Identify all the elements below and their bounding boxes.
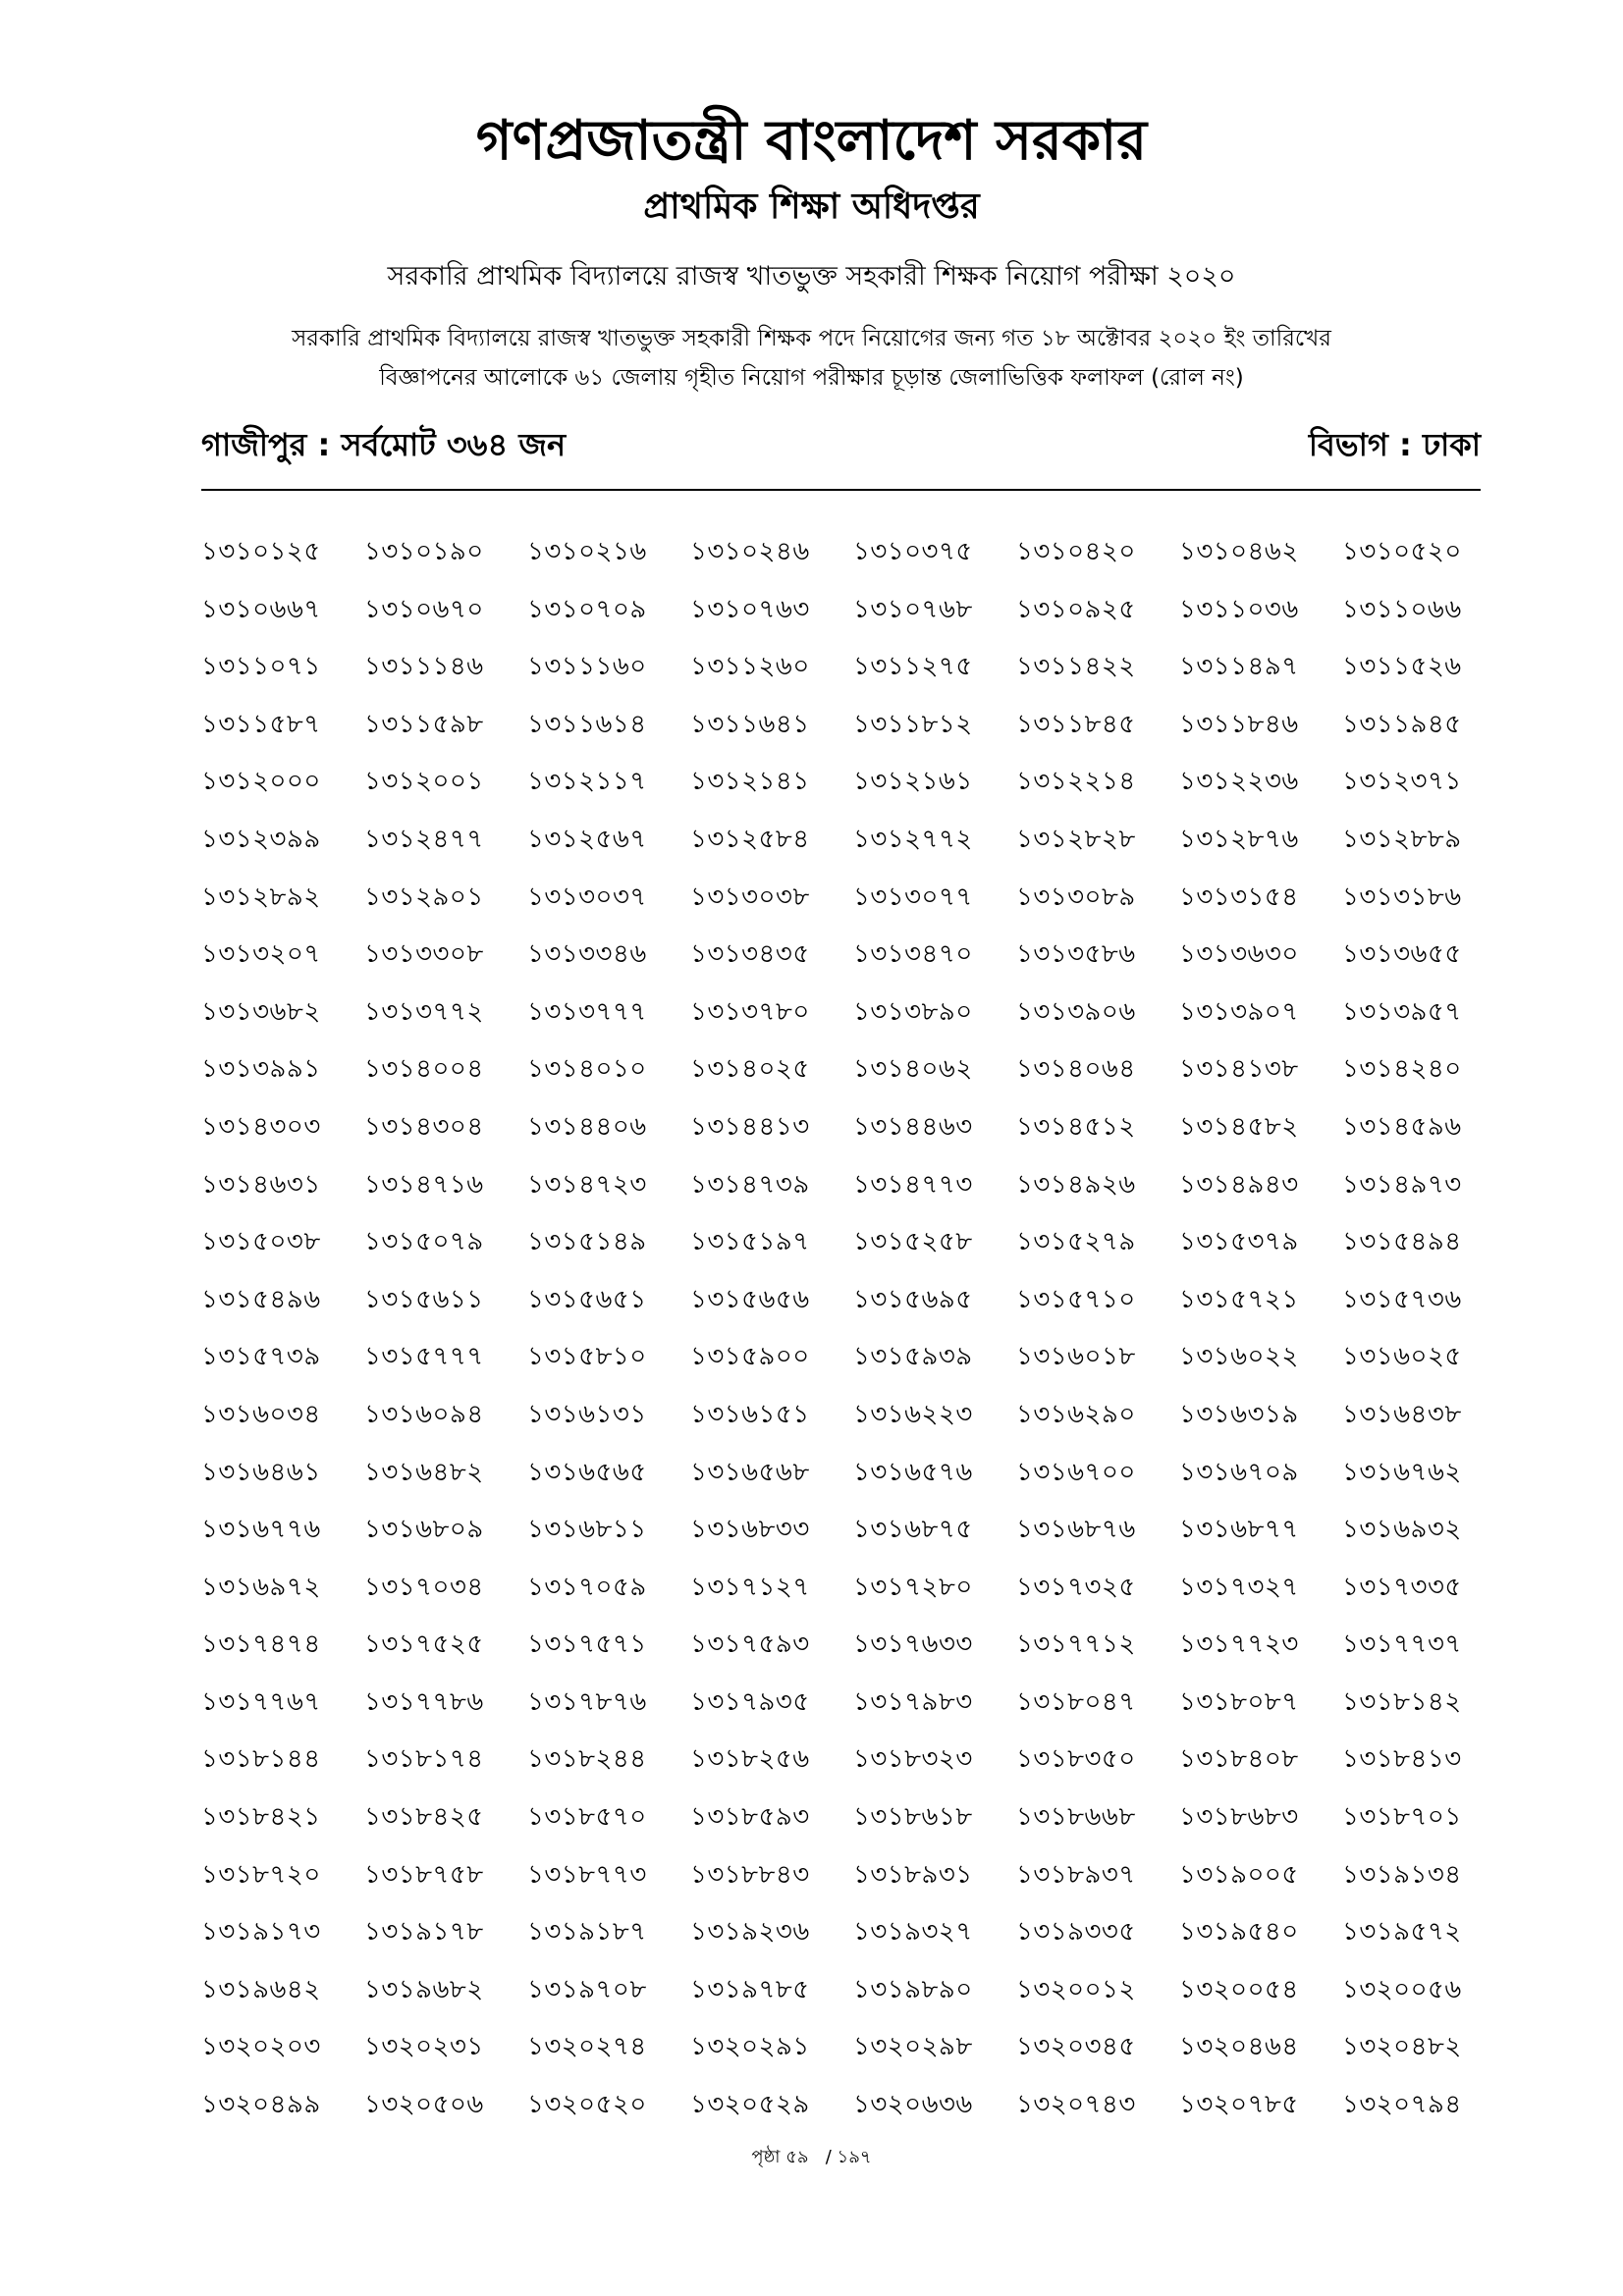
roll-number-grid: [201, 528, 1488, 2139]
notice-line-1: সরকারি প্রাথমিক বিদ্যালয়ে রাজস্ব খাতভুক্ত সহকারী শিক্ষক পদে নিয়োগের জন্য গত ১৮ অক্টোবর ২০২০ ইং তারিখের: [292, 326, 1331, 351]
roll-number: ১৩১২৯০১: [364, 881, 484, 912]
roll-number: ১৩১৩৩০৮: [364, 939, 484, 970]
roll-number: ১৩১০৯২৫: [1016, 594, 1136, 624]
roll-number: ১৩১৬২২৩: [853, 1399, 973, 1429]
roll-number: ১৩২০৭৯৪: [1342, 2090, 1462, 2120]
roll-number: ১৩১২৮৯২: [201, 881, 321, 912]
roll-number: ১৩১১১৬০: [527, 652, 647, 682]
roll-number: ১৩১৬৭০৯: [1179, 1457, 1299, 1487]
roll-number: ১৩১৩০৩৮: [690, 881, 810, 912]
roll-number: ১৩১৭৩২৫: [1016, 1572, 1136, 1602]
roll-number: ১৩১৬০১৮: [1016, 1342, 1136, 1372]
page-number: পৃষ্ঠা ৫৯ / ১৯৭: [751, 2147, 872, 2167]
roll-number: ১৩১৪৭১৬: [364, 1169, 484, 1200]
roll-number: ১৩১৫২৭৯: [1016, 1227, 1136, 1257]
roll-number: ১৩১৫৬৯৫: [853, 1284, 973, 1314]
roll-number: ১৩১৭৫২৫: [364, 1629, 484, 1660]
roll-number: ১৩১৪৭৭৩: [853, 1169, 973, 1200]
roll-number: ১৩১৮৭০১: [1342, 1802, 1462, 1833]
roll-number: ১৩১৮০৮৭: [1179, 1686, 1299, 1717]
roll-number: ১৩২০২০৩: [201, 2032, 321, 2062]
roll-number: ১৩১৬৮৩৩: [690, 1515, 810, 1545]
roll-number: ১৩১৩০৮৯: [1016, 881, 1136, 912]
roll-number: ১৩২০৬৩৬: [853, 2090, 973, 2120]
roll-number: ১৩১১৮৪৬: [1179, 709, 1299, 739]
roll-number: ১৩১৬০৯৪: [364, 1399, 484, 1429]
roll-number: ১৩১৯৮৯০: [853, 1974, 973, 2004]
roll-number: ১৩১৩৬৮২: [201, 996, 321, 1027]
roll-number: ১৩১৯০০৫: [1179, 1859, 1299, 1890]
roll-number: ১৩১৭৩৩৫: [1342, 1572, 1462, 1602]
roll-number: ১৩১২৮২৮: [1016, 824, 1136, 854]
roll-number: ১৩১৭৩২৭: [1179, 1572, 1299, 1602]
roll-number: ১৩১৫৭৩৯: [201, 1342, 321, 1372]
roll-number: ১৩১১৯৪৫: [1342, 709, 1462, 739]
roll-number: ১৩১৩৫৮৬: [1016, 939, 1136, 970]
roll-number: ১৩১০৬৬৭: [201, 594, 321, 624]
roll-number: ১৩১৪০০৪: [364, 1054, 484, 1085]
roll-number: ১৩২০২৭৪: [527, 2032, 647, 2062]
roll-number: ১৩১৫০৭৯: [364, 1227, 484, 1257]
roll-number: ১৩১৮৮৪৩: [690, 1859, 810, 1890]
roll-number: ১৩১২১৪১: [690, 767, 810, 797]
roll-number: ১৩১৪০২৫: [690, 1054, 810, 1085]
roll-number: ১৩১০৫২০: [1342, 537, 1462, 566]
roll-number: ১৩১৩২০৭: [201, 939, 321, 970]
roll-number: ১৩১৩১৫৪: [1179, 881, 1299, 912]
roll-number: ১৩১৯১৭৮: [364, 1917, 484, 1948]
roll-number: ১৩১৭০৫৯: [527, 1572, 647, 1602]
roll-number: ১৩১৪৯৪৩: [1179, 1169, 1299, 1200]
roll-number: ১৩১৯২৩৬: [690, 1917, 810, 1948]
roll-number: ১৩১৮০৪৭: [1016, 1686, 1136, 1717]
roll-number: ১৩১৬১৩১: [527, 1399, 647, 1429]
roll-number: ১৩১৯৬৮২: [364, 1974, 484, 2004]
division-label: বিভাগ : ঢাকা: [1308, 426, 1481, 463]
roll-number: ১৩১৭৭৩৭: [1342, 1629, 1462, 1660]
roll-number: ১৩১৫৯০০: [690, 1342, 810, 1372]
roll-number: ১৩১৮১৭৪: [364, 1744, 484, 1775]
roll-number: ১৩১৭৫৯৩: [690, 1629, 810, 1660]
roll-number: ১৩১৬৮৭৭: [1179, 1515, 1299, 1545]
roll-number: ১৩২০২৯৮: [853, 2032, 973, 2062]
roll-number: ১৩১৪৯২৬: [1016, 1169, 1136, 1200]
roll-number: ১৩১৫৬১১: [364, 1284, 484, 1314]
roll-number: ১৩১২৩৭১: [1342, 767, 1462, 797]
roll-number: ১৩১৫৬৫১: [527, 1284, 647, 1314]
roll-number: ১৩১৬৮০৯: [364, 1515, 484, 1545]
roll-number: ১৩১৬৫৭৬: [853, 1457, 973, 1487]
roll-number: ১৩১০২৪৬: [690, 537, 810, 566]
roll-number: ১৩১৭৭১২: [1016, 1629, 1136, 1660]
roll-number: ১৩১৮২৪৪: [527, 1744, 647, 1775]
roll-number: ১৩১০২১৬: [527, 537, 647, 566]
roll-number: ১৩১৯৫৪০: [1179, 1917, 1299, 1948]
roll-number: ১৩১৫৪৯৪: [1342, 1227, 1462, 1257]
roll-number: ১৩১৬৯৭২: [201, 1572, 321, 1602]
roll-number: ১৩২০২৯১: [690, 2032, 810, 2062]
roll-number: ১৩১৭৭৮৬: [364, 1686, 484, 1717]
roll-number: ১৩১৫৩৭৯: [1179, 1227, 1299, 1257]
exam-title: সরকারি প্রাথমিক বিদ্যালয়ে রাজস্ব খাতভুক্ত সহকারী শিক্ষক নিয়োগ পরীক্ষা ২০২০: [387, 261, 1236, 292]
roll-number: ১৩১৩৩৪৬: [527, 939, 647, 970]
roll-number: ১৩১৬৭৬২: [1342, 1457, 1462, 1487]
roll-number: ১৩১৫৯৩৯: [853, 1342, 973, 1372]
roll-number: ১৩১৪৪০৬: [527, 1111, 647, 1142]
roll-number: ১৩১১০৬৬: [1342, 594, 1462, 624]
roll-number: ১৩১৩৯৫৭: [1342, 996, 1462, 1027]
roll-number: ১৩১৬৭৭৬: [201, 1515, 321, 1545]
roll-number: ১৩১০৭৬৩: [690, 594, 810, 624]
roll-number: ১৩১৭৯৮৩: [853, 1686, 973, 1717]
roll-number: ১৩২০৪৬৪: [1179, 2032, 1299, 2062]
roll-number: ১৩১৯৭০৮: [527, 1974, 647, 2004]
roll-number: ১৩১১২৬০: [690, 652, 810, 682]
roll-number: ১৩১০৬৭০: [364, 594, 484, 624]
roll-number: ১৩১৬০২২: [1179, 1342, 1299, 1372]
roll-number: ১৩১৯১৮৭: [527, 1917, 647, 1948]
roll-number: ১৩১২০০১: [364, 767, 484, 797]
roll-number: ১৩১১১৪৬: [364, 652, 484, 682]
roll-number: ১৩১৭৭২৩: [1179, 1629, 1299, 1660]
roll-number: ১৩১০১৯০: [364, 537, 484, 566]
roll-number: ১৩১৯১৩৪: [1342, 1859, 1462, 1890]
roll-number: ১৩১৮৯৩১: [853, 1859, 973, 1890]
roll-number: ১৩১১০৭১: [201, 652, 321, 682]
roll-number: ১৩১৫৭৭৭: [364, 1342, 484, 1372]
roll-number: ১৩১৭৬৩৩: [853, 1629, 973, 1660]
roll-number: ১৩১৭০৩৪: [364, 1572, 484, 1602]
roll-number: ১৩২০৩৪৫: [1016, 2032, 1136, 2062]
roll-number: ১৩১২৫৮৪: [690, 824, 810, 854]
roll-number: ১৩১৪০৬২: [853, 1054, 973, 1085]
government-title: গণপ্রজাতন্ত্রী বাংলাদেশ সরকার: [475, 109, 1148, 173]
roll-number: ১৩১১৫৯৮: [364, 709, 484, 739]
roll-number: ১৩১৪৩০৪: [364, 1111, 484, 1142]
roll-number: ১৩১৩১৮৬: [1342, 881, 1462, 912]
roll-number: ১৩১৩৯০৭: [1179, 996, 1299, 1027]
roll-number: ১৩১৮১৪৪: [201, 1744, 321, 1775]
roll-number: ১৩১৩৭৭২: [364, 996, 484, 1027]
roll-number: ১৩১৫০৩৮: [201, 1227, 321, 1257]
roll-number: ১৩১৩৪৭০: [853, 939, 973, 970]
roll-number: ১৩১৫৬৫৬: [690, 1284, 810, 1314]
roll-number: ১৩১৪৩০৩: [201, 1111, 321, 1142]
roll-number: ১৩১২২১৪: [1016, 767, 1136, 797]
roll-number: ১৩১৮১৪২: [1342, 1686, 1462, 1717]
roll-number: ১৩১৫৭২১: [1179, 1284, 1299, 1314]
roll-number: ১৩১৩৮৯০: [853, 996, 973, 1027]
roll-number: ১৩১১৮১২: [853, 709, 973, 739]
roll-number: ১৩১৪৫১২: [1016, 1111, 1136, 1142]
roll-number: ১৩১৩৬৩০: [1179, 939, 1299, 970]
roll-number: ১৩১৮৪১৩: [1342, 1744, 1462, 1775]
roll-number: ১৩২০০৫৪: [1179, 1974, 1299, 2004]
roll-number: ১৩১৮৩২৩: [853, 1744, 973, 1775]
roll-number: ১৩১২১১৭: [527, 767, 647, 797]
roll-number: ১৩২০৫০৬: [364, 2090, 484, 2120]
roll-number: ১৩১১৬৪১: [690, 709, 810, 739]
roll-number: ১৩১৩৯০৬: [1016, 996, 1136, 1027]
roll-number: ১৩১৬৪৮২: [364, 1457, 484, 1487]
roll-number: ১৩১৩০৩৭: [527, 881, 647, 912]
roll-number: ১৩১৯৩৩৫: [1016, 1917, 1136, 1948]
roll-number: ১৩২০৭৮৫: [1179, 2090, 1299, 2120]
notice-text: [177, 319, 1446, 398]
roll-number: ১৩১৮৭৫৮: [364, 1859, 484, 1890]
roll-number: ১৩১৪৭২৩: [527, 1169, 647, 1200]
roll-number: ১৩১৬০২৫: [1342, 1342, 1462, 1372]
roll-number: ১৩১৩০৭৭: [853, 881, 973, 912]
roll-number: ১৩১৯৩২৭: [853, 1917, 973, 1948]
roll-number: ১৩২০৪৯৯: [201, 2090, 321, 2120]
roll-number: ১৩১৩৯৯১: [201, 1054, 321, 1085]
roll-number: ১৩১৮৪২৫: [364, 1802, 484, 1833]
roll-number: ১৩১৬২৯০: [1016, 1399, 1136, 1429]
roll-number: ১৩১৬৮৭৬: [1016, 1515, 1136, 1545]
roll-number: ১৩১৫২৫৮: [853, 1227, 973, 1257]
roll-number: ১৩১৮২৫৬: [690, 1744, 810, 1775]
roll-number: ১৩১৬৫৬৫: [527, 1457, 647, 1487]
roll-number: ১৩১৮৭২০: [201, 1859, 321, 1890]
roll-number: ১৩১৯৬৪২: [201, 1974, 321, 2004]
roll-number: ১৩২০২৩১: [364, 2032, 484, 2062]
roll-number: ১৩১৯৫৭২: [1342, 1917, 1462, 1948]
roll-number: ১৩১১৪৯৭: [1179, 652, 1299, 682]
roll-number: ১৩১৫১৯৭: [690, 1227, 810, 1257]
roll-number: ১৩১৩৪৩৫: [690, 939, 810, 970]
roll-number: ১৩১৭৯৩৫: [690, 1686, 810, 1717]
roll-number: ১৩১০৪৬২: [1179, 537, 1299, 566]
roll-number: ১৩১৬৫৬৮: [690, 1457, 810, 1487]
roll-number: ১৩১৫১৪৯: [527, 1227, 647, 1257]
roll-number: ১৩১৮৪০৮: [1179, 1744, 1299, 1775]
roll-number: ১৩১৫৮১০: [527, 1342, 647, 1372]
roll-number: ১৩১৪৯৭৩: [1342, 1169, 1462, 1200]
roll-number: ১৩১৮৫৭০: [527, 1802, 647, 1833]
roll-number: ১৩১৬৩১৯: [1179, 1399, 1299, 1429]
roll-number: ১৩১৮৩৫০: [1016, 1744, 1136, 1775]
roll-number: ১৩১২৮৮৯: [1342, 824, 1462, 854]
roll-number: ১৩১৫৭৩৬: [1342, 1284, 1462, 1314]
roll-number: ১৩১৭১২৭: [690, 1572, 810, 1602]
header-divider: [201, 489, 1481, 491]
roll-number: ১৩১২০০০: [201, 767, 321, 797]
roll-number: ১৩১৯১৭৩: [201, 1917, 321, 1948]
roll-number: ১৩১৪০৬৪: [1016, 1054, 1136, 1085]
roll-number: ১৩১৭৫৭১: [527, 1629, 647, 1660]
roll-number: ১৩১৭৮৭৬: [527, 1686, 647, 1717]
roll-number: ১৩১০৭০৯: [527, 594, 647, 624]
roll-number: ১৩১৩৬৫৫: [1342, 939, 1462, 970]
roll-number: ১৩১৪০১০: [527, 1054, 647, 1085]
district-total-label: গাজীপুর : সর্বমোট ৩৬৪ জন: [201, 426, 567, 463]
roll-number: ১৩১৬৮১১: [527, 1515, 647, 1545]
roll-number: ১৩১০৭৬৮: [853, 594, 973, 624]
roll-number: ১৩২০০৫৬: [1342, 1974, 1462, 2004]
roll-number: ১৩১৪৪৬৩: [853, 1111, 973, 1142]
roll-number: ১৩১২৩৯৯: [201, 824, 321, 854]
roll-number: ১৩১১৫৮৭: [201, 709, 321, 739]
roll-number: ১৩১২২৩৬: [1179, 767, 1299, 797]
roll-number: ১৩১৩৭৮০: [690, 996, 810, 1027]
roll-number: ১৩১৬৭০০: [1016, 1457, 1136, 1487]
roll-number: ১৩১৮৪২১: [201, 1802, 321, 1833]
roll-number: ১৩১১৫২৬: [1342, 652, 1462, 682]
roll-number: ১৩১৪৫৯৬: [1342, 1111, 1462, 1142]
roll-number: ১৩১১৮৪৫: [1016, 709, 1136, 739]
roll-number: ১৩১৫৭১০: [1016, 1284, 1136, 1314]
roll-number: ১৩১৬১৫১: [690, 1399, 810, 1429]
roll-number: ১৩১১৬১৪: [527, 709, 647, 739]
roll-number: ১৩১৮৬৮৩: [1179, 1802, 1299, 1833]
roll-number: ১৩১০১২৫: [201, 537, 321, 566]
roll-number: ১৩১৬৯৩২: [1342, 1515, 1462, 1545]
roll-number: ১৩১৯৭৮৫: [690, 1974, 810, 2004]
roll-number: ১৩১৮৫৯৩: [690, 1802, 810, 1833]
roll-number: ১৩১৭২৮০: [853, 1572, 973, 1602]
roll-number: ১৩১২৪৭৭: [364, 824, 484, 854]
roll-number: ১৩১৭৪৭৪: [201, 1629, 321, 1660]
roll-number: ১৩১৮৬১৮: [853, 1802, 973, 1833]
roll-number: ১৩১৪১৩৮: [1179, 1054, 1299, 1085]
roll-number: ১৩২০৫২০: [527, 2090, 647, 2120]
roll-number: ১৩১৭৭৬৭: [201, 1686, 321, 1717]
roll-number: ১৩২০৫২৯: [690, 2090, 810, 2120]
notice-line-2: বিজ্ঞাপনের আলোকে ৬১ জেলায় গৃহীত নিয়োগ পরীক্ষার চূড়ান্ত জেলাভিত্তিক ফলাফল (রোল নং): [379, 365, 1244, 391]
roll-number: ১৩১২১৬১: [853, 767, 973, 797]
roll-number: ১৩১৩৭৭৭: [527, 996, 647, 1027]
roll-number: ১৩১৪৫৮২: [1179, 1111, 1299, 1142]
roll-number: ১৩২০৭৪৩: [1016, 2090, 1136, 2120]
roll-number: ১৩২০৪৮২: [1342, 2032, 1462, 2062]
roll-number: ১৩১২৮৭৬: [1179, 824, 1299, 854]
roll-number: ১৩১৬৪৩৮: [1342, 1399, 1462, 1429]
roll-number: ১৩১১৪২২: [1016, 652, 1136, 682]
directorate-title: প্রাথমিক শিক্ষা অধিদপ্তর: [643, 187, 980, 227]
roll-number: ১৩১২৭৭২: [853, 824, 973, 854]
roll-number: ১৩২০০১২: [1016, 1974, 1136, 2004]
roll-number: ১৩১৬৮৭৫: [853, 1515, 973, 1545]
roll-number: ১৩১৪৬৩১: [201, 1169, 321, 1200]
roll-number: ১৩১১০৩৬: [1179, 594, 1299, 624]
roll-number: ১৩১৬০৩৪: [201, 1399, 321, 1429]
roll-number: ১৩১৬৪৬১: [201, 1457, 321, 1487]
roll-number: ১৩১০৪২০: [1016, 537, 1136, 566]
roll-number: ১৩১৫৪৯৬: [201, 1284, 321, 1314]
roll-number: ১৩১৮৬৬৮: [1016, 1802, 1136, 1833]
roll-number: ১৩১৪২৪০: [1342, 1054, 1462, 1085]
roll-number: ১৩১১২৭৫: [853, 652, 973, 682]
roll-number: ১৩১০৩৭৫: [853, 537, 973, 566]
roll-number: ১৩১২৫৬৭: [527, 824, 647, 854]
roll-number: ১৩১৮৯৩৭: [1016, 1859, 1136, 1890]
roll-number: ১৩১৪৪১৩: [690, 1111, 810, 1142]
roll-number: ১৩১৪৭৩৯: [690, 1169, 810, 1200]
roll-number: ১৩১৮৭৭৩: [527, 1859, 647, 1890]
